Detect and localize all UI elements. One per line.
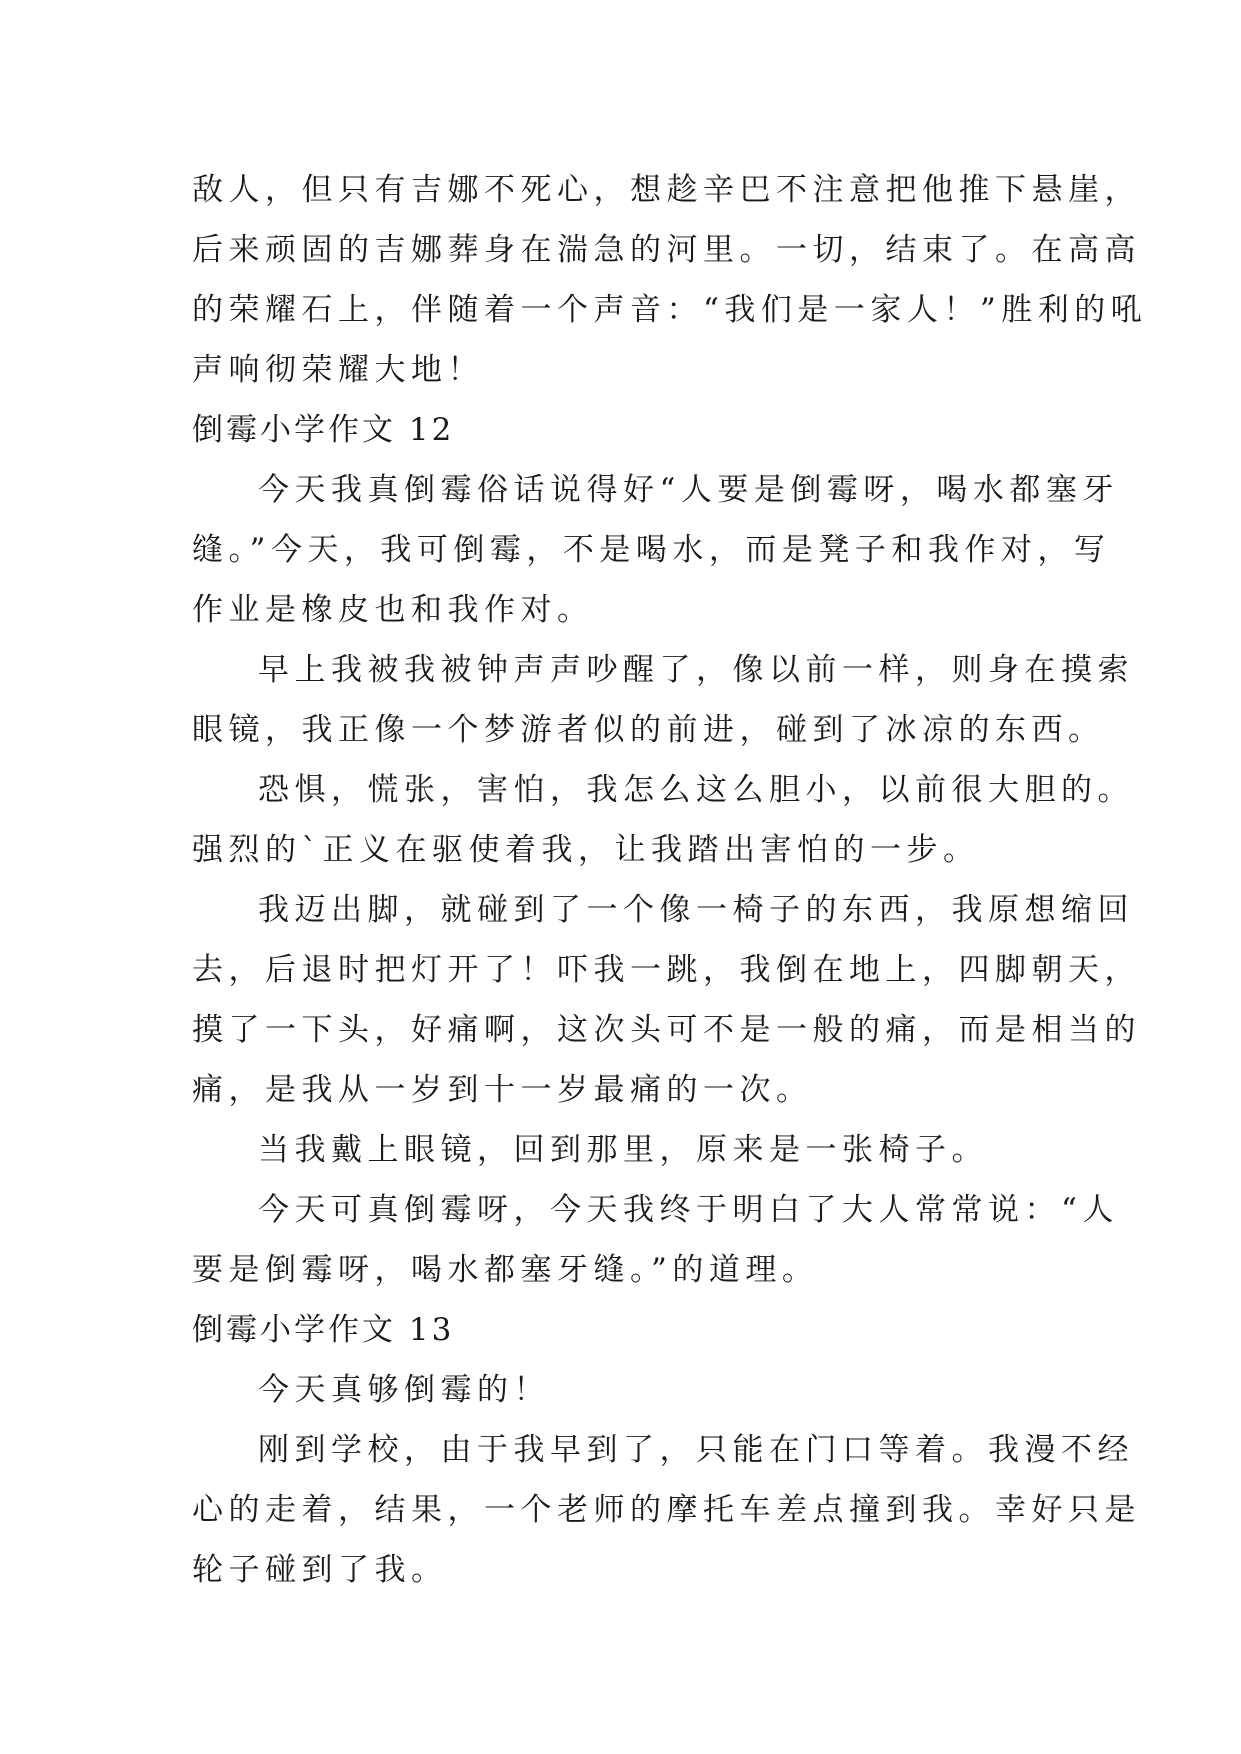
essay-12-paragraph-2 bbox=[192, 640, 1134, 760]
text-line: 摸了一下头，好痛啊，这次头可不是一般的痛，而是相当的 bbox=[192, 1012, 1141, 1048]
text-line: 轮子碰到了我。 bbox=[192, 1552, 448, 1588]
essay-12-paragraph-1 bbox=[192, 460, 1119, 640]
text-line: 早上我被我被钟声声吵醒了，像以前一样，则身在摸索 bbox=[258, 652, 1134, 688]
text-line: 我迈出脚，就碰到了一个像一椅子的东西，我原想缩回 bbox=[258, 892, 1134, 928]
essay-13-paragraph-1 bbox=[192, 1360, 1062, 1420]
text-line: 恐惧，慌张，害怕，我怎么这么胆小，以前很大胆的。 bbox=[258, 772, 1134, 808]
text-line: 缝。”今天，我可倒霉，不是喝水，而是凳子和我作对，写 bbox=[192, 532, 1111, 568]
text-line: 今天可真倒霉呀，今天我终于明白了大人常常说：“人 bbox=[258, 1192, 1119, 1228]
essay-12-paragraph-5 bbox=[192, 1120, 1062, 1180]
essay-13-title: 倒霉小学作文 13 bbox=[192, 1312, 455, 1348]
text-line: 当我戴上眼镜，回到那里，原来是一张椅子。 bbox=[258, 1132, 988, 1168]
essay-12-title: 倒霉小学作文 12 bbox=[192, 412, 455, 448]
text-line: 作业是橡皮也和我作对。 bbox=[192, 592, 594, 628]
document-page bbox=[192, 160, 1148, 1600]
text-line: 的荣耀石上，伴随着一个声音：“我们是一家人！”胜利的吼 bbox=[192, 292, 1148, 328]
text-line: 今天真够倒霉的！ bbox=[258, 1372, 550, 1408]
continuation-paragraph bbox=[192, 160, 1148, 400]
text-line: 后来顽固的吉娜葬身在湍急的河里。一切，结束了。在高高 bbox=[192, 232, 1141, 268]
essay-12-paragraph-6 bbox=[192, 1180, 1119, 1300]
text-line: 刚到学校，由于我早到了，只能在门口等着。我漫不经 bbox=[258, 1432, 1134, 1468]
essay-12-paragraph-4 bbox=[192, 880, 1141, 1120]
text-line: 要是倒霉呀，喝水都塞牙缝。”的道理。 bbox=[192, 1252, 819, 1288]
text-line: 敌人，但只有吉娜不死心，想趁辛巴不注意把他推下悬崖， bbox=[192, 172, 1141, 208]
essay-13-paragraph-2 bbox=[192, 1420, 1141, 1600]
text-line: 眼镜，我正像一个梦游者似的前进，碰到了冰凉的东西。 bbox=[192, 712, 1105, 748]
text-line: 心的走着，结果，一个老师的摩托车差点撞到我。幸好只是 bbox=[192, 1492, 1141, 1528]
text-line: 强烈的`正义在驱使着我，让我踏出害怕的一步。 bbox=[192, 832, 980, 868]
text-line: 痛，是我从一岁到十一岁最痛的一次。 bbox=[192, 1072, 813, 1108]
text-line: 今天我真倒霉俗话说得好“人要是倒霉呀，喝水都塞牙 bbox=[258, 472, 1119, 508]
essay-12-paragraph-3 bbox=[192, 760, 1134, 880]
text-line: 去，后退时把灯开了！吓我一跳，我倒在地上，四脚朝天， bbox=[192, 952, 1141, 988]
text-line: 声响彻荣耀大地！ bbox=[192, 352, 484, 388]
